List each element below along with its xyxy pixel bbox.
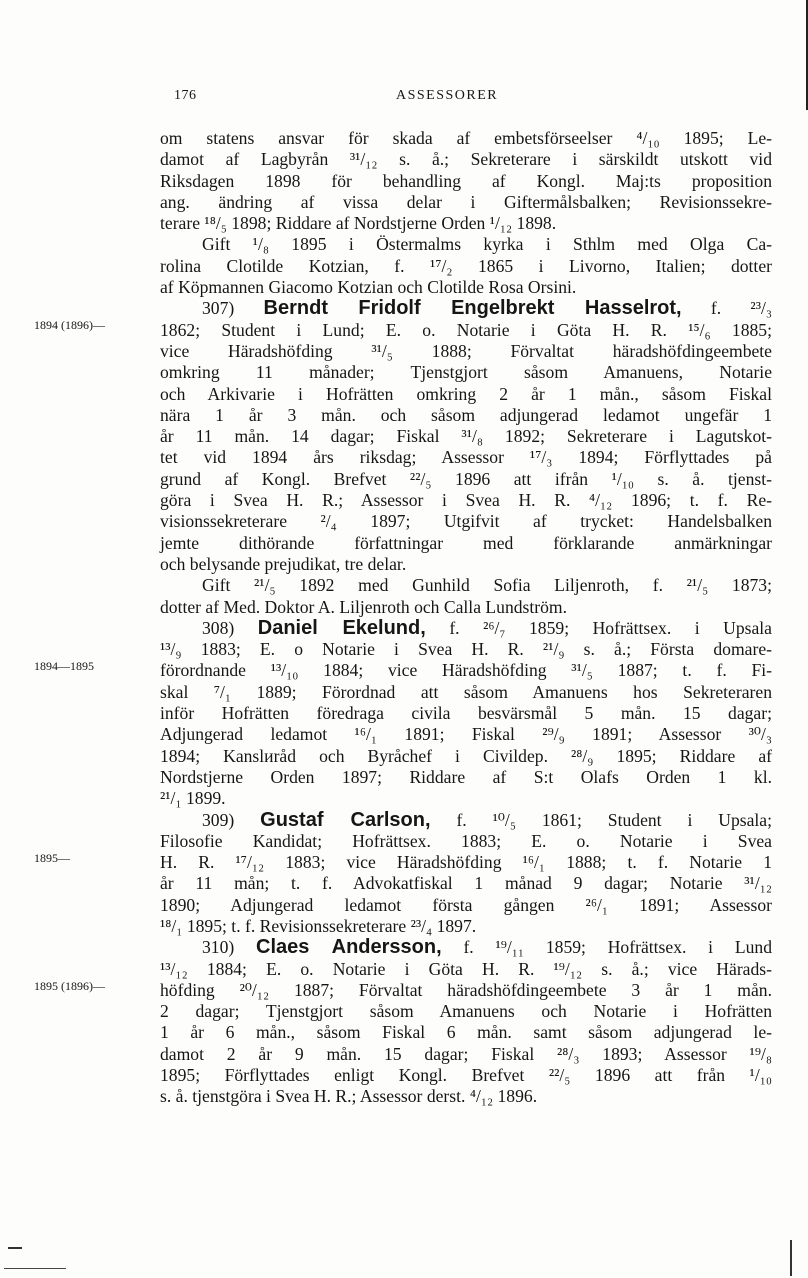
text-line: år 11 mån; t. f. Advokatfiskal 1 månad 9 dagar; Notarie ³¹/₁₂ [160, 873, 772, 894]
text-line: H. R. ¹⁷/₁₂ 1883; vice Häradshöfding ¹⁶/₁ 1888; t. f. Notarie 1 [160, 852, 772, 873]
text-line: dotter af Med. Doktor A. Liljenroth och Calla Lundström. [160, 596, 568, 617]
entry-head-rest: f. ²⁶/₇ 1859; Hofrättsex. i Upsala [449, 617, 772, 638]
text-line: år 11 mån. 14 dagar; Fiskal ³¹/₈ 1892; Sekreterare i Lagutskot- [160, 426, 772, 447]
text-line: göra i Svea H. R.; Assessor i Svea H. R. ⁴/₁₂ 1896; t. f. Re- [160, 490, 772, 511]
text-line: ¹³/₉ 1883; E. o Notarie i Svea H. R. ²¹/₉ s. å.; Första domare- [160, 639, 772, 660]
person-name: Daniel Ekelund, [257, 616, 426, 639]
entry-number: 310) [202, 937, 235, 958]
entry-head-rest: f. ¹⁹/₁₁ 1859; Hofrättsex. i Lund [463, 937, 772, 958]
person-name: Claes Andersson, [256, 936, 442, 959]
margin-note-309: 1895— [34, 851, 70, 865]
text-line: Filosofie Kandidat; Hofrättsex. 1883; E. o. Notarie i Svea [160, 830, 772, 851]
text-line: och belysande prejudikat, tre delar. [160, 553, 407, 574]
text-line: af Köpmannen Giacomo Kotzian och Clotilde Rosa Orsini. [160, 277, 577, 298]
text-line: 1890; Adjungerad ledamot första gången ²⁶/₁ 1891; Assessor [160, 894, 772, 915]
text-line: nära 1 år 3 mån. och såsom adjungerad ledamot ungefär 1 [160, 404, 772, 425]
entry-number: 307) [202, 298, 235, 319]
text-line: förordnande ¹³/₁₀ 1884; vice Häradshöfding ³¹/₅ 1887; t. f. Fi- [160, 660, 772, 681]
text-line: grund af Kongl. Brefvet ²²/₅ 1896 att ifrån ¹/₁₀ s. å. tjenst- [160, 468, 772, 489]
text-line: s. å. tjenstgöra i Svea H. R.; Assessor derst. ⁴/₁₂ 1896. [160, 1086, 538, 1107]
entry-number: 308) [202, 617, 235, 638]
body-text [160, 128, 772, 1108]
text-line: damot 2 år 9 mån. 15 dagar; Fiskal ²⁸/₃ 1893; Assessor ¹⁹/₈ [160, 1043, 772, 1064]
text-line: tet vid 1894 års riksdag; Assessor ¹⁷/₃ 1894; Förflyttades på [160, 447, 772, 468]
scan-edge-mark [790, 1240, 792, 1276]
text-line: skal ⁷/₁ 1889; Förordnad att såsom Amanuens hos Sekreteraren [160, 681, 772, 702]
entry-head-rest: f. ¹⁰/₅ 1861; Student i Upsala; [456, 809, 772, 830]
text-line: 1894; Kanslиråd och Byråchef i Civildep. ²⁸/₉ 1895; Riddare af [160, 745, 772, 766]
entry-head-310 [160, 937, 772, 958]
person-name: Gustaf Carlson, [260, 808, 431, 831]
entry-head-308 [160, 618, 772, 639]
entry-head-rest: f. ²³/₃ [710, 298, 773, 319]
margin-note-310: 1895 (1896)— [34, 979, 105, 993]
text-line: rolina Clotilde Kotzian, f. ¹⁷/₂ 1865 i Livorno, Italien; dotter [160, 255, 772, 276]
text-line: 1 år 6 mån., såsom Fiskal 6 mån. samt såsom adjungerad le- [160, 1022, 772, 1043]
text-line: 2 dagar; Tjenstgjort såsom Amanuens och Notarie i Hofrätten [160, 1001, 772, 1022]
text-line: ¹³/₁₂ 1884; E. o. Notarie i Göta H. R. ¹⁹/₁₂ s. å.; vice Härads- [160, 958, 772, 979]
entry-head-307 [160, 298, 772, 319]
text-line: jemte dithörande författningar med förklarande anmärkningar [160, 532, 772, 553]
text-line: damot af Lagbyrån ³¹/₁₂ s. å.; Sekreterare i särskildt utskott vid [160, 149, 772, 170]
running-head: ASSESSORER [396, 88, 499, 103]
text-line: ¹⁸/₁ 1895; t. f. Revisionssekreterare ²³/₄ 1897. [160, 915, 477, 936]
text-line: ²¹/₁ 1899. [160, 788, 226, 809]
text-line: Gift ¹/₈ 1895 i Östermalms kyrka i Sthlm med Olga Ca- [202, 234, 772, 255]
text-line: inför Hofrätten föredraga civila besvärsmål 5 mån. 15 dagar; [160, 703, 772, 724]
text-line: vice Häradshöfding ³¹/₅ 1888; Förvaltat häradshöfdingeembete [160, 340, 772, 361]
text-line: terare ¹⁸/₅ 1898; Riddare af Nordstjerne Orden ¹/₁₂ 1898. [160, 213, 557, 234]
entry-number: 309) [202, 809, 235, 830]
text-line: 1895; Förflyttades enligt Kongl. Brefvet ²²/₅ 1896 att från ¹/₁₀ [160, 1065, 772, 1086]
page-number: 176 [174, 88, 197, 103]
entry-head-309 [160, 810, 772, 831]
text-line: omkring 11 månader; Tjenstgjort såsom Amanuens, Notarie [160, 362, 772, 383]
text-line: 1862; Student i Lund; E. o. Notarie i Göta H. R. ¹⁵/₆ 1885; [160, 319, 772, 340]
text-line: om statens ansvar för skada af embetsförseelser ⁴/₁₀ 1895; Le- [160, 128, 772, 148]
margin-note-307: 1894 (1896)— [34, 318, 105, 332]
text-line: visionssekreterare ²/₄ 1897; Utgifvit af trycket: Handelsbalken [160, 511, 772, 532]
text-line: höfding ²⁰/₁₂ 1887; Förvaltat häradshöfdingeembete 3 år 1 mån. [160, 979, 772, 1000]
text-line: och Arkivarie i Hofrätten omkring 2 år 1 mån., såsom Fiskal [160, 383, 772, 404]
person-name: Berndt Fridolf Engelbrekt Hasselrot, [263, 297, 682, 320]
footer-dash [8, 1247, 22, 1249]
margin-note-308: 1894—1895 [34, 659, 94, 673]
footer-rule [4, 1268, 66, 1269]
text-line: Riksdagen 1898 för behandling af Kongl. Maj:ts proposition [160, 170, 772, 191]
text-line: ang. ändring af vissa delar i Giftermålsbalken; Revisionssekre- [160, 191, 772, 212]
text-line: Adjungerad ledamot ¹⁶/₁ 1891; Fiskal ²⁹/₉ 1891; Assessor ³⁰/₃ [160, 724, 772, 745]
text-line: Gift ²¹/₅ 1892 med Gunhild Sofia Liljenroth, f. ²¹/₅ 1873; [202, 575, 772, 596]
text-line: Nordstjerne Orden 1897; Riddare af S:t Olafs Orden 1 kl. [160, 766, 772, 787]
